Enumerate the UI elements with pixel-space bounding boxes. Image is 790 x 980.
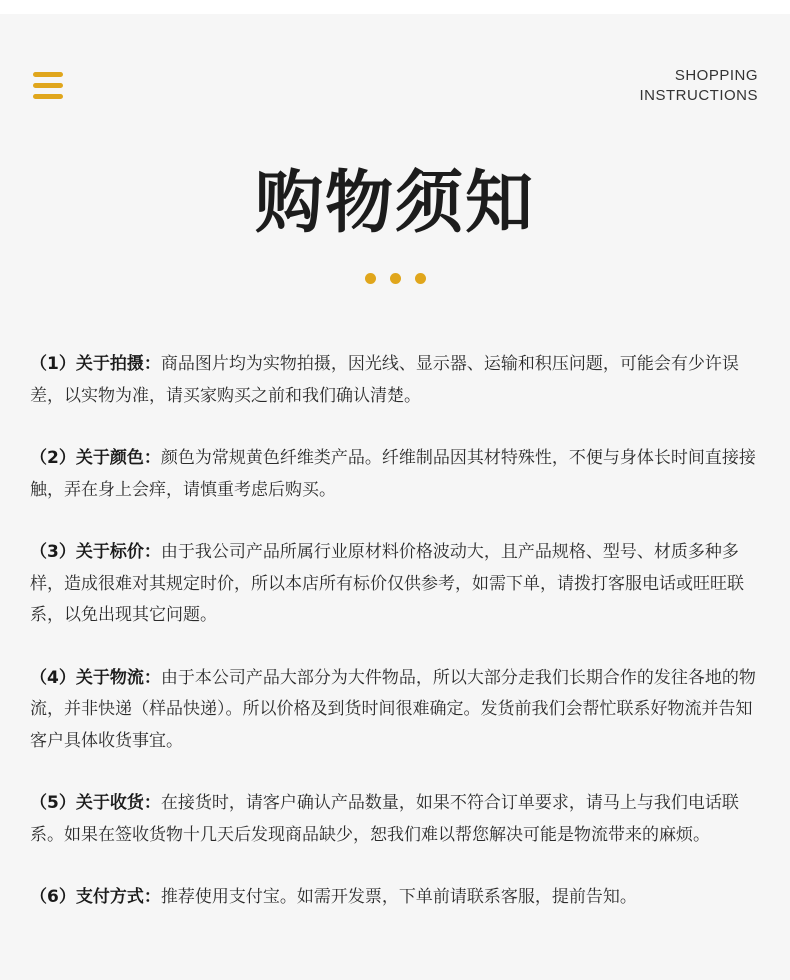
instruction-label: （3）关于标价： bbox=[30, 542, 161, 562]
divider-dot bbox=[390, 273, 401, 284]
shopping-instructions-heading bbox=[640, 66, 759, 106]
instruction-item-receiving bbox=[30, 788, 758, 851]
title-divider-dots bbox=[0, 269, 790, 281]
instruction-item-pricing bbox=[30, 537, 758, 632]
instruction-text: 由于我公司产品所属行业原材料价格波动大，且产品规格、型号、材质多种多样，造成很难对其规定时价，所以本店所有标价仅供参考，如需下单，请拨打客服电话或旺旺联系，以免出现其它问题。 bbox=[30, 542, 744, 625]
instruction-item-color bbox=[30, 443, 758, 506]
divider-dot bbox=[365, 273, 376, 284]
instruction-label: （1）关于拍摄： bbox=[30, 354, 161, 374]
shopping-instructions-line1: SHOPPING bbox=[674, 67, 758, 84]
instruction-text: 由于本公司产品大部分为大件物品，所以大部分走我们长期合作的发往各地的物流，并非快递（样品快递）。所以价格及到货时间很难确定。发货前我们会帮忙联系好物流并告知客户具体收货事宜。 bbox=[30, 667, 756, 751]
menu-bar bbox=[33, 72, 63, 77]
menu-bar bbox=[33, 94, 63, 99]
instruction-text: 商品图片均为实物拍摄，因光线、显示器、运输和积压问题，可能会有少许误差，以实物为准，请买家购买之前和我们确认清楚。 bbox=[30, 354, 739, 406]
instruction-label: （5）关于收货： bbox=[30, 793, 161, 813]
instruction-label: （4）关于物流： bbox=[30, 667, 161, 688]
menu-bar bbox=[33, 83, 63, 88]
instruction-text: 颜色为常规黄色纤维类产品。纤维制品因其材特殊性，不便与身体长时间直接接触，弄在身上会痒，请慎重考虑后购买。 bbox=[30, 448, 756, 500]
instruction-text: 推荐使用支付宝。如需开发票，下单前请联系客服，提前告知。 bbox=[160, 887, 637, 907]
instructions-list bbox=[30, 349, 758, 945]
instruction-label: （2）关于颜色： bbox=[30, 448, 161, 468]
instruction-label: （6）支付方式： bbox=[30, 887, 161, 907]
page-title: 购物须知 bbox=[254, 164, 535, 243]
instruction-item-photos bbox=[30, 349, 758, 412]
hamburger-menu-icon[interactable] bbox=[33, 72, 63, 100]
shopping-instructions-line2: INSTRUCTIONS bbox=[639, 87, 758, 104]
instruction-item-payment bbox=[30, 882, 758, 914]
divider-dot bbox=[415, 273, 426, 284]
instruction-item-logistics bbox=[30, 663, 758, 758]
instruction-text: 在接货时，请客户确认产品数量，如果不符合订单要求，请马上与我们电话联系。如果在签收货物十几天后发现商品缺少，恕我们难以帮您解决可能是物流带来的麻烦。 bbox=[30, 793, 739, 845]
page-panel bbox=[0, 14, 790, 980]
